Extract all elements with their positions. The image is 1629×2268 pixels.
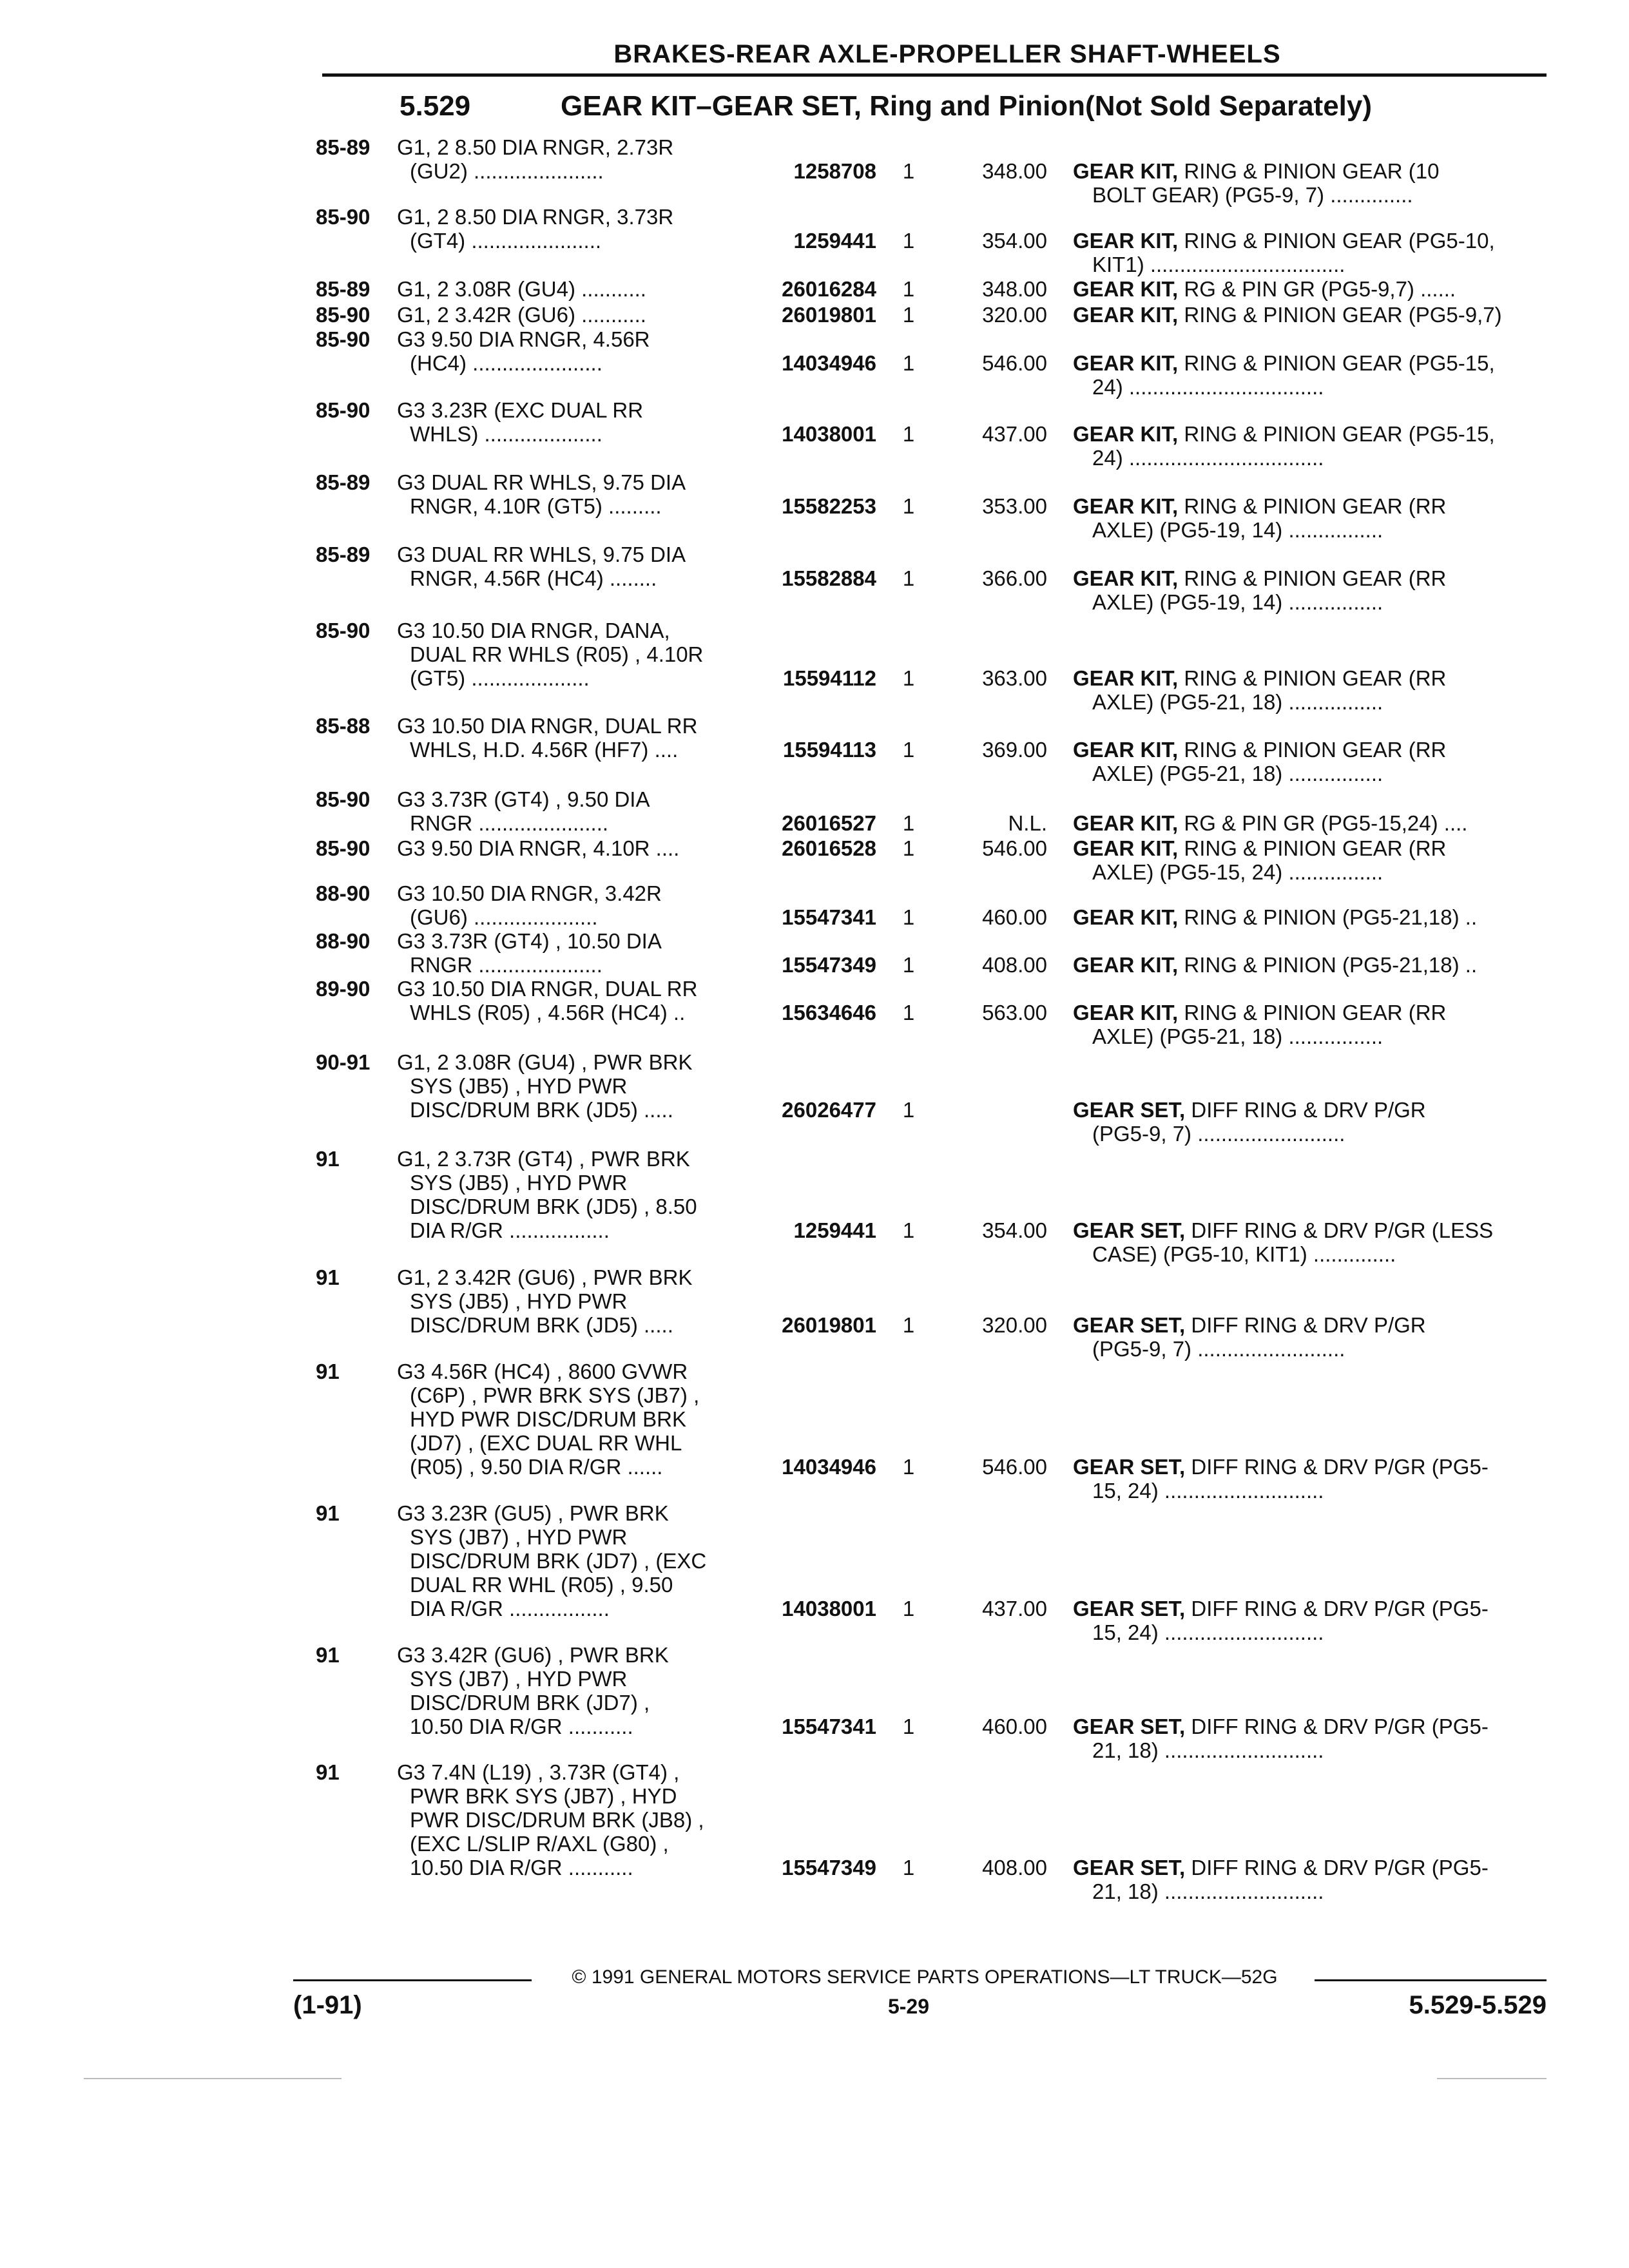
description-line: (JD7) , (EXC DUAL RR WHL [410,1431,682,1455]
part-number: 15582253 [782,494,876,518]
application-description [397,1760,758,1879]
description-line: SYS (JB5) , HYD PWR [410,1289,628,1313]
quantity: 1 [902,1313,915,1337]
part-name-line: GEAR KIT, RING & PINION (PG5-21,18) .. [1073,905,1478,929]
description-line: SYS (JB7) , HYD PWR [410,1525,628,1549]
section-heading [400,90,1372,122]
part-name-line: GEAR KIT, RING & PINION (PG5-21,18) .. [1073,953,1478,977]
price: 369.00 [982,738,1047,762]
description-line: G3 9.50 DIA RNGR, 4.56R [397,327,650,351]
description-line: (GT5) .................... [410,666,590,690]
part-name-line: 15, 24) ........................... [1092,1620,1324,1644]
part-number: 15634646 [782,1001,876,1024]
application-description [397,836,758,860]
part-name-line: 24) ................................. [1092,375,1324,399]
description-line: SYS (JB7) , HYD PWR [410,1667,628,1691]
part-name-description [1073,159,1550,207]
description-line: RNGR, 4.10R (GT5) ......... [410,494,662,518]
application-description [397,1501,758,1620]
part-name-line: GEAR KIT, RING & PINION GEAR (PG5-10, [1073,229,1495,253]
price: N.L. [1008,811,1047,835]
description-line: G3 3.73R (GT4) , 9.50 DIA [397,787,650,811]
model-year: 85-89 [316,135,371,159]
part-number: 15547349 [782,953,876,977]
part-name-line: GEAR SET, DIFF RING & DRV P/GR (LESS [1073,1218,1494,1242]
description-line: 10.50 DIA R/GR ........... [410,1715,633,1738]
price: 563.00 [982,1001,1047,1024]
description-line: G3 7.4N (L19) , 3.73R (GT4) , [397,1760,680,1784]
part-name-line: GEAR KIT, RING & PINION GEAR (RR [1073,566,1447,590]
footer-section-range: 5.529-5.529 [1409,1991,1547,2019]
section-number: 5.529 [400,90,471,122]
quantity: 1 [902,422,915,446]
price: 460.00 [982,1715,1047,1738]
description-line: 10.50 DIA R/GR ........... [410,1856,633,1879]
description-line: G3 10.50 DIA RNGR, DUAL RR [397,977,698,1001]
part-name-line: GEAR KIT, RING & PINION GEAR (RR [1073,666,1447,690]
part-name-line: 15, 24) ........................... [1092,1479,1324,1503]
model-year: 85-90 [316,398,371,422]
model-year: 91 [316,1265,340,1289]
description-line: DIA R/GR ................. [410,1597,610,1620]
part-name-label: GEAR KIT, [1073,1001,1179,1024]
model-year: 85-90 [316,303,371,327]
part-name-description [1073,953,1550,977]
description-line: G3 3.23R (GU5) , PWR BRK [397,1501,669,1525]
application-description [397,619,758,690]
part-name-label: GEAR KIT, [1073,351,1179,375]
part-name-description [1073,905,1550,929]
description-line: DIA R/GR ................. [410,1218,610,1242]
description-line: G3 3.23R (EXC DUAL RR [397,398,644,422]
part-name-line: AXLE) (PG5-19, 14) ................ [1092,590,1383,614]
description-line: WHLS) .................... [410,422,602,446]
description-line: SYS (JB5) , HYD PWR [410,1074,628,1098]
part-name-line: GEAR SET, DIFF RING & DRV P/GR [1073,1313,1426,1337]
description-line: WHLS, H.D. 4.56R (HF7) .... [410,738,679,762]
quantity: 1 [902,1455,915,1479]
model-year: 85-89 [316,470,371,494]
part-name-line: AXLE) (PG5-21, 18) ................ [1092,762,1383,785]
model-year: 85-90 [316,327,371,351]
part-name-description [1073,1856,1550,1903]
part-name-line: AXLE) (PG5-15, 24) ................ [1092,860,1383,884]
part-name-line: CASE) (PG5-10, KIT1) .............. [1092,1242,1396,1266]
part-name-label: GEAR SET, [1073,1715,1186,1738]
model-year: 90-91 [316,1050,371,1074]
description-line: RNGR, 4.56R (HC4) ........ [410,566,657,590]
part-name-line: GEAR KIT, RING & PINION GEAR (PG5-9,7) [1073,303,1502,327]
part-name-label: GEAR KIT, [1073,836,1179,860]
quantity: 1 [902,494,915,518]
description-line: G3 DUAL RR WHLS, 9.75 DIA [397,543,686,566]
description-line: RNGR ...................... [410,811,609,835]
part-name-line: BOLT GEAR) (PG5-9, 7) .............. [1092,183,1413,207]
part-name-description [1073,1715,1550,1762]
part-number: 26019801 [782,1313,876,1337]
price: 354.00 [982,229,1047,253]
scan-artifact-left [84,2078,342,2079]
quantity: 1 [902,811,915,835]
quantity: 1 [902,229,915,253]
description-line: PWR DISC/DRUM BRK (JB8) , [410,1808,704,1832]
model-year: 85-90 [316,619,371,642]
model-year: 91 [316,1643,340,1667]
application-description [397,714,758,762]
description-line: DISC/DRUM BRK (JD7) , (EXC [410,1549,707,1573]
quantity: 1 [902,1715,915,1738]
description-line: (GT4) ...................... [410,229,602,253]
application-description [397,1360,758,1479]
part-name-line: GEAR KIT, RING & PINION GEAR (PG5-15, [1073,351,1495,375]
application-description [397,303,758,327]
model-year: 88-90 [316,881,371,905]
footer-rule-right [1315,1979,1547,1981]
part-name-line: GEAR SET, DIFF RING & DRV P/GR (PG5- [1073,1455,1489,1479]
part-name-label: GEAR SET, [1073,1313,1186,1337]
part-name-line: GEAR KIT, RING & PINION GEAR (RR [1073,738,1447,762]
quantity: 1 [902,953,915,977]
description-line: (R05) , 9.50 DIA R/GR ...... [410,1455,663,1479]
part-name-line: GEAR KIT, RING & PINION GEAR (10 [1073,159,1440,183]
part-number: 14038001 [782,1597,876,1620]
part-name-line: AXLE) (PG5-19, 14) ................ [1092,518,1383,542]
price: 408.00 [982,953,1047,977]
model-year: 85-88 [316,714,371,738]
part-name-line: AXLE) (PG5-21, 18) ................ [1092,690,1383,714]
application-description [397,327,758,375]
quantity: 1 [902,1856,915,1879]
part-name-label: GEAR SET, [1073,1098,1186,1122]
description-line: G3 4.56R (HC4) , 8600 GVWR [397,1360,688,1383]
description-line: (C6P) , PWR BRK SYS (JB7) , [410,1383,700,1407]
description-line: (HC4) ...................... [410,351,602,375]
footer-copyright: © 1991 GENERAL MOTORS SERVICE PARTS OPERATIONS—LT TRUCK—52G [572,1966,1278,1988]
quantity: 1 [902,666,915,690]
part-number: 1259441 [793,1218,876,1242]
description-line: G1, 2 3.08R (GU4) ........... [397,277,646,301]
part-name-label: GEAR SET, [1073,1597,1186,1620]
part-number: 26026477 [782,1098,876,1122]
part-name-description [1073,811,1550,835]
price: 348.00 [982,159,1047,183]
part-name-description [1073,1455,1550,1503]
footer-page-number: 5-29 [887,1995,930,2018]
part-name-line: GEAR KIT, RING & PINION GEAR (PG5-15, [1073,422,1495,446]
quantity: 1 [902,159,915,183]
part-name-label: GEAR SET, [1073,1455,1186,1479]
part-name-description [1073,277,1550,301]
description-line: HYD PWR DISC/DRUM BRK [410,1407,687,1431]
part-name-line: GEAR KIT, RING & PINION GEAR (RR [1073,494,1447,518]
quantity: 1 [902,303,915,327]
part-name-description [1073,422,1550,470]
price: 366.00 [982,566,1047,590]
application-description [397,205,758,253]
model-year: 91 [316,1360,340,1383]
model-year: 89-90 [316,977,371,1001]
part-name-line: GEAR SET, DIFF RING & DRV P/GR (PG5- [1073,1715,1489,1738]
application-description [397,1050,758,1122]
price: 460.00 [982,905,1047,929]
part-name-label: GEAR KIT, [1073,666,1179,690]
part-name-label: GEAR KIT, [1073,953,1179,977]
part-name-label: GEAR SET, [1073,1856,1186,1879]
part-name-label: GEAR KIT, [1073,811,1179,835]
part-name-line: GEAR KIT, RG & PIN GR (PG5-9,7) ...... [1073,277,1456,301]
application-description [397,543,758,590]
part-name-description [1073,566,1550,614]
description-line: RNGR ..................... [410,953,602,977]
price: 437.00 [982,422,1047,446]
description-line: SYS (JB5) , HYD PWR [410,1171,628,1195]
part-name-line: 24) ................................. [1092,446,1324,470]
quantity: 1 [902,351,915,375]
part-name-line: 21, 18) ........................... [1092,1879,1324,1903]
price: 546.00 [982,836,1047,860]
part-name-line: GEAR SET, DIFF RING & DRV P/GR (PG5- [1073,1597,1489,1620]
model-year: 91 [316,1501,340,1525]
page-header-title: BRAKES-REAR AXLE-PROPELLER SHAFT-WHEELS [613,40,1281,68]
part-name-line: AXLE) (PG5-21, 18) ................ [1092,1024,1383,1048]
part-number: 14038001 [782,422,876,446]
section-title-bold: GEAR KIT–GEAR SET, [561,90,862,122]
part-number: 15547349 [782,1856,876,1879]
model-year: 91 [316,1147,340,1171]
description-line: G3 DUAL RR WHLS, 9.75 DIA [397,470,686,494]
description-line: G1, 2 8.50 DIA RNGR, 2.73R [397,135,674,159]
application-description [397,398,758,446]
model-year: 85-90 [316,836,371,860]
part-name-description [1073,1218,1550,1266]
part-number: 15547341 [782,905,876,929]
price: 354.00 [982,1218,1047,1242]
part-name-line: GEAR KIT, RING & PINION GEAR (RR [1073,1001,1447,1024]
application-description [397,977,758,1024]
price: 408.00 [982,1856,1047,1879]
footer-rule-left [293,1979,532,1981]
part-number: 14034946 [782,351,876,375]
description-line: DUAL RR WHL (R05) , 9.50 [410,1573,673,1597]
price: 437.00 [982,1597,1047,1620]
model-year: 91 [316,1760,340,1784]
part-name-label: GEAR KIT, [1073,229,1179,253]
model-year: 85-89 [316,277,371,301]
part-name-line: KIT1) ................................. [1092,253,1345,276]
quantity: 1 [902,1098,915,1122]
description-line: G1, 2 3.42R (GU6) ........... [397,303,646,327]
description-line: (GU2) ...................... [410,159,604,183]
price: 348.00 [982,277,1047,301]
part-name-label: GEAR KIT, [1073,159,1179,183]
quantity: 1 [902,836,915,860]
application-description [397,470,758,518]
description-line: G1, 2 3.73R (GT4) , PWR BRK [397,1147,690,1171]
application-description [397,1265,758,1337]
quantity: 1 [902,1218,915,1242]
quantity: 1 [902,1597,915,1620]
part-name-description [1073,494,1550,542]
quantity: 1 [902,1001,915,1024]
model-year: 85-90 [316,205,371,229]
price: 353.00 [982,494,1047,518]
quantity: 1 [902,566,915,590]
header-rule [322,73,1547,77]
part-name-label: GEAR KIT, [1073,422,1179,446]
description-line: (GU6) ..................... [410,905,598,929]
description-line: DISC/DRUM BRK (JD7) , [410,1691,650,1715]
part-number: 15594112 [782,666,876,690]
description-line: G1, 2 8.50 DIA RNGR, 3.73R [397,205,674,229]
part-number: 15594113 [782,738,876,762]
part-name-description [1073,351,1550,399]
model-year: 85-90 [316,787,371,811]
part-number: 26016527 [782,811,876,835]
description-line: G3 3.42R (GU6) , PWR BRK [397,1643,669,1667]
part-name-label: GEAR KIT, [1073,738,1179,762]
description-line: G3 10.50 DIA RNGR, DUAL RR [397,714,698,738]
quantity: 1 [902,738,915,762]
price: 546.00 [982,1455,1047,1479]
part-name-line: 21, 18) ........................... [1092,1738,1324,1762]
part-name-description [1073,1313,1550,1361]
application-description [397,881,758,929]
part-name-label: GEAR KIT, [1073,277,1179,301]
part-name-description [1073,303,1550,327]
model-year: 85-89 [316,543,371,566]
part-number: 15582884 [782,566,876,590]
description-line: G3 9.50 DIA RNGR, 4.10R .... [397,836,680,860]
application-description [397,277,758,301]
price: 320.00 [982,1313,1047,1337]
description-line: DISC/DRUM BRK (JD5) ..... [410,1313,673,1337]
part-name-description [1073,1098,1550,1146]
description-line: G3 3.73R (GT4) , 10.50 DIA [397,929,662,953]
part-name-label: GEAR SET, [1073,1218,1186,1242]
application-description [397,1643,758,1738]
part-name-label: GEAR KIT, [1073,566,1179,590]
part-name-description [1073,738,1550,785]
part-name-label: GEAR KIT, [1073,494,1179,518]
scan-artifact-right [1437,2078,1547,2079]
part-name-description [1073,666,1550,714]
part-name-description [1073,1001,1550,1048]
price: 320.00 [982,303,1047,327]
description-line: G3 10.50 DIA RNGR, DANA, [397,619,670,642]
part-name-line: GEAR KIT, RING & PINION GEAR (RR [1073,836,1447,860]
description-line: DUAL RR WHLS (R05) , 4.10R [410,642,704,666]
quantity: 1 [902,277,915,301]
part-number: 26019801 [782,303,876,327]
part-name-description [1073,229,1550,276]
description-line: G3 10.50 DIA RNGR, 3.42R [397,881,662,905]
part-name-line: GEAR KIT, RG & PIN GR (PG5-15,24) .... [1073,811,1468,835]
part-number: 1259441 [793,229,876,253]
description-line: PWR BRK SYS (JB7) , HYD [410,1784,677,1808]
part-number: 1258708 [793,159,876,183]
footer-date: (1-91) [293,1991,362,2019]
part-number: 14034946 [782,1455,876,1479]
model-year: 88-90 [316,929,371,953]
price: 546.00 [982,351,1047,375]
application-description [397,929,758,977]
description-line: G1, 2 3.08R (GU4) , PWR BRK [397,1050,693,1074]
part-name-line: (PG5-9, 7) ......................... [1092,1122,1345,1146]
part-number: 15547341 [782,1715,876,1738]
part-name-label: GEAR KIT, [1073,303,1179,327]
section-title-rest: Ring and Pinion(Not Sold Separately) [861,90,1373,122]
part-number: 26016528 [782,836,876,860]
description-line: DISC/DRUM BRK (JD5) ..... [410,1098,673,1122]
application-description [397,787,758,835]
part-name-line: GEAR SET, DIFF RING & DRV P/GR [1073,1098,1426,1122]
part-name-line: (PG5-9, 7) ......................... [1092,1337,1345,1361]
quantity: 1 [902,905,915,929]
application-description [397,135,758,183]
description-line: DISC/DRUM BRK (JD5) , 8.50 [410,1195,697,1218]
application-description [397,1147,758,1242]
price: 363.00 [982,666,1047,690]
part-name-label: GEAR KIT, [1073,905,1179,929]
part-name-line: GEAR SET, DIFF RING & DRV P/GR (PG5- [1073,1856,1489,1879]
description-line: WHLS (R05) , 4.56R (HC4) .. [410,1001,686,1024]
description-line: (EXC L/SLIP R/AXL (G80) , [410,1832,669,1856]
part-number: 26016284 [782,277,876,301]
part-name-description [1073,836,1550,884]
part-name-description [1073,1597,1550,1644]
description-line: G1, 2 3.42R (GU6) , PWR BRK [397,1265,693,1289]
